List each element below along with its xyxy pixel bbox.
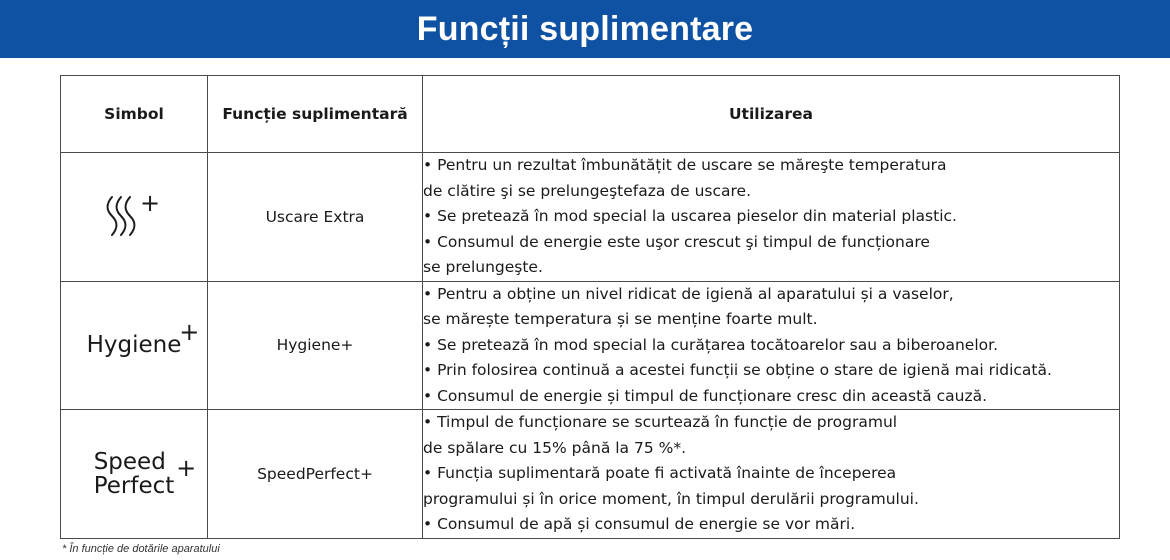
- title-banner: [0, 0, 1170, 58]
- header-function: Funcție suplimentară: [208, 76, 423, 153]
- usage-line: • Prin folosirea continuă a acestei funcții se obține o stare de igienă mai ridicată.: [423, 361, 1052, 379]
- perfect-symbol-text: Perfect: [93, 472, 175, 499]
- table-row: [61, 410, 1120, 539]
- speedperfect-plus-symbol: [93, 448, 197, 499]
- usage-cell: [423, 281, 1120, 410]
- usage-line: de clătire şi se prelungeştefaza de uscare.: [423, 181, 752, 200]
- page-title: Funcții suplimentare: [416, 9, 754, 48]
- hygiene-plus-symbol: [86, 318, 200, 359]
- footnote: * În funcție de dotările aparatului: [62, 543, 220, 555]
- usage-line: • Funcția suplimentară poate fi activată înainte de începerea: [423, 464, 897, 482]
- usage-line: se prelungeşte.: [423, 258, 543, 276]
- usage-line: se mărește temperatura și se menține foarte mult.: [423, 310, 818, 328]
- table-row: [61, 153, 1120, 282]
- usage-line: • Se pretează în mod special la uscarea pieselor din material plastic.: [423, 207, 957, 225]
- function-name: Hygiene+: [208, 281, 423, 410]
- table-row: [61, 281, 1120, 410]
- usage-cell: [423, 153, 1120, 282]
- header-usage: Utilizarea: [423, 76, 1120, 153]
- function-name: Uscare Extra: [208, 153, 423, 282]
- function-name: SpeedPerfect+: [208, 410, 423, 539]
- extra-dry-heat-waves-icon: [104, 187, 164, 243]
- usage-cell: [423, 410, 1120, 539]
- usage-line: • Timpul de funcționare se scurtează în funcție de programul: [423, 413, 898, 431]
- functions-table: [60, 75, 1120, 539]
- usage-line: • Pentru un rezultat îmbunătățit de uscare se măreşte temperatura: [423, 156, 947, 174]
- usage-line: • Se pretează în mod special la curățarea tocătoarelor sau a biberoanelor.: [423, 335, 998, 354]
- symbol-cell: [61, 153, 208, 282]
- hygiene-symbol-text: Hygiene: [86, 332, 182, 359]
- table-header-row: [61, 76, 1120, 153]
- usage-line: • Consumul de energie este uşor crescut şi timpul de funcționare: [423, 232, 930, 251]
- usage-line: • Pentru a obține un nivel ridicat de igienă al aparatului și a vaselor,: [423, 284, 954, 303]
- symbol-plus: +: [140, 188, 161, 217]
- speed-symbol-text: Speed: [93, 448, 166, 475]
- symbol-plus: +: [176, 453, 197, 482]
- symbol-plus: +: [179, 318, 200, 347]
- header-symbol: Simbol: [61, 76, 208, 153]
- usage-line: de spălare cu 15% până la 75 %*.: [423, 438, 687, 457]
- symbol-cell: [61, 281, 208, 410]
- usage-line: • Consumul de apă și consumul de energie se vor mări.: [423, 515, 856, 533]
- usage-line: programului și în orice moment, în timpul derulării programului.: [423, 489, 919, 508]
- usage-line: • Consumul de energie și timpul de funcționare cresc din această cauză.: [423, 386, 988, 405]
- symbol-cell: [61, 410, 208, 539]
